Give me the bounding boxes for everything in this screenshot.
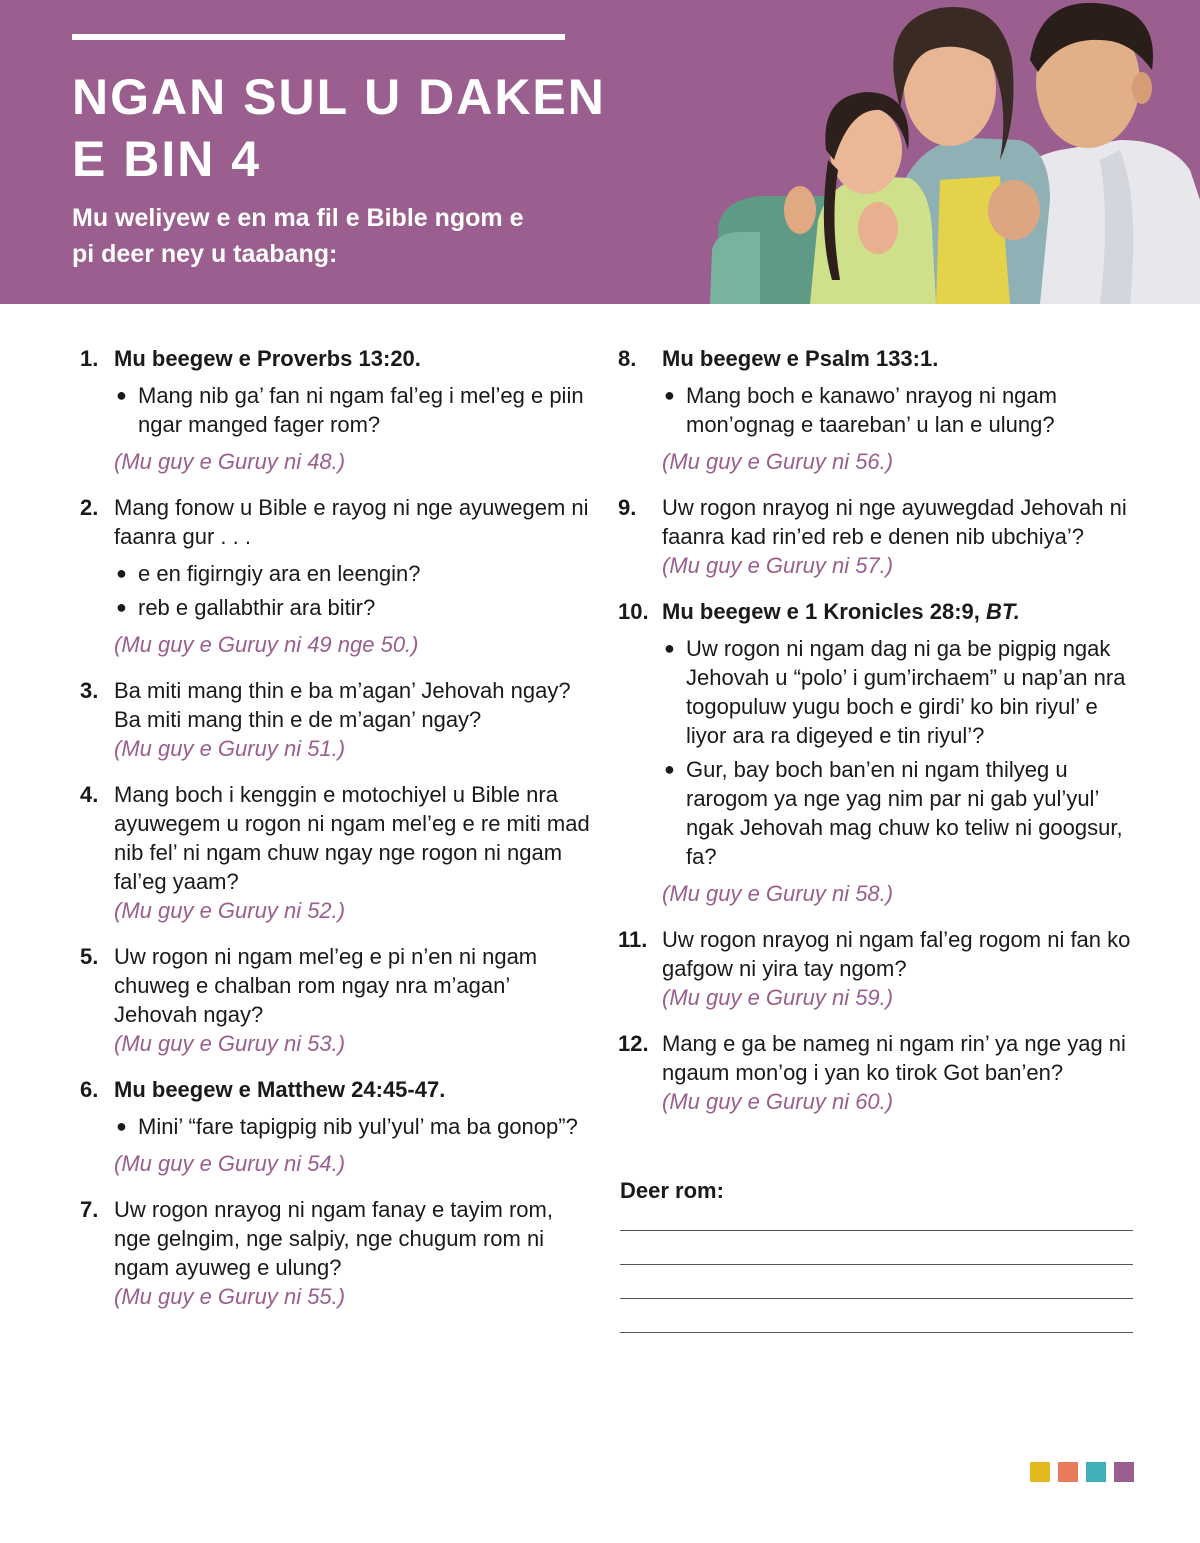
bullet-dot-icon: ● xyxy=(116,385,127,405)
question-text: Ba miti mang thin e ba m’agan’ Jehovah ngay? Ba miti mang thin e de m’agan’ ngay? xyxy=(114,678,571,732)
bullet-dot-icon: ● xyxy=(116,563,127,583)
question-text: Uw rogon nrayog ni ngam fanay e tayim rom, nge gelngim, nge salpiy, nge chugum rom ni ngam ayuweg e ulung? xyxy=(114,1197,553,1280)
bullet-dot-icon: ● xyxy=(664,385,675,405)
note-line xyxy=(620,1298,1133,1299)
page-subtitle xyxy=(72,200,592,272)
subtitle-line-1: Mu weliyew e en ma fil e Bible ngom e xyxy=(72,204,524,232)
subtitle-line-2: pi deer ney u taabang: xyxy=(72,240,338,268)
question-item-11 xyxy=(618,925,1138,1012)
question-item-4 xyxy=(80,780,590,925)
bullet-text: e en figirngiy ara en leengin? xyxy=(138,561,421,586)
guide-reference: (Mu guy e Guruy ni 54.) xyxy=(114,1151,346,1176)
header-rule xyxy=(72,34,565,40)
questions-left-column xyxy=(80,344,590,1328)
question-text: Uw rogon ni ngam mel’eg e pi n’en ni ngam chuweg e chalban rom ngay nra m’agan’ Jehovah ngay? xyxy=(114,944,538,1027)
guide-reference: (Mu guy e Guruy ni 48.) xyxy=(114,449,346,474)
bullet-list xyxy=(662,634,1138,871)
guide-reference: (Mu guy e Guruy ni 57.) xyxy=(662,553,894,578)
question-text-main: Mu beegew e 1 Kronicles 28:9, xyxy=(662,599,980,624)
question-item-7 xyxy=(80,1195,590,1311)
question-text: Uw rogon nrayog ni nge ayuwegdad Jehovah ni faanra kad rin’ed reb e denen nib ubchiya’? xyxy=(662,495,1127,549)
guide-reference: (Mu guy e Guruy ni 60.) xyxy=(662,1089,894,1114)
bullet-item xyxy=(662,755,1138,871)
question-number: 4. xyxy=(80,782,99,807)
question-item-10 xyxy=(618,597,1138,908)
note-line xyxy=(620,1230,1133,1231)
guide-reference: (Mu guy e Guruy ni 56.) xyxy=(662,449,894,474)
guide-reference: (Mu guy e Guruy ni 49 nge 50.) xyxy=(114,632,419,657)
bullet-item xyxy=(114,1112,590,1141)
question-text-suffix: BT. xyxy=(986,599,1020,624)
question-item-5 xyxy=(80,942,590,1058)
question-text: Mu beegew e Psalm 133:1. xyxy=(662,346,939,371)
header-banner xyxy=(0,0,1200,304)
guide-reference: (Mu guy e Guruy ni 53.) xyxy=(114,1031,346,1056)
question-number: 12. xyxy=(618,1031,649,1056)
question-text: Mang boch i kenggin e motochiyel u Bible nra ayuwegem u rogon ni ngam mel’eg e re miti mad nib fel’ ni ngam chuw ngay nge rogon ni ngam fal’eg yaam? xyxy=(114,782,590,894)
bullet-list xyxy=(114,381,590,439)
question-item-6 xyxy=(80,1075,590,1178)
bullet-list xyxy=(662,381,1138,439)
swatch-yellow xyxy=(1030,1462,1050,1482)
question-number: 7. xyxy=(80,1197,99,1222)
title-line-2: E BIN 4 xyxy=(72,131,262,187)
question-item-8 xyxy=(618,344,1138,476)
questions-right-column xyxy=(618,344,1138,1133)
bullet-dot-icon: ● xyxy=(664,759,675,779)
question-item-3 xyxy=(80,676,590,763)
question-number: 10. xyxy=(618,599,649,624)
bullet-list xyxy=(114,1112,590,1141)
guide-reference: (Mu guy e Guruy ni 52.) xyxy=(114,898,346,923)
question-text xyxy=(662,597,1138,626)
question-number: 11. xyxy=(618,927,648,952)
question-number: 9. xyxy=(618,495,637,520)
question-text: Uw rogon nrayog ni ngam fal’eg rogom ni fan ko gafgow ni yira tay ngom? xyxy=(662,927,1131,981)
bullet-dot-icon: ● xyxy=(664,638,675,658)
note-line xyxy=(620,1332,1133,1333)
guide-reference: (Mu guy e Guruy ni 58.) xyxy=(662,881,894,906)
guide-reference: (Mu guy e Guruy ni 59.) xyxy=(662,985,894,1010)
question-text: Mang fonow u Bible e rayog ni nge ayuwegem ni faanra gur . . . xyxy=(114,495,589,549)
family-praying-illustration xyxy=(700,0,1200,304)
swatch-teal xyxy=(1086,1462,1106,1482)
note-line xyxy=(620,1264,1133,1265)
bullet-item xyxy=(114,559,590,588)
question-text: Mang e ga be nameg ni ngam rin’ ya nge yag ni ngaum mon’og i yan ko tirok Got ban’en? xyxy=(662,1031,1126,1085)
question-text: Mu beegew e Matthew 24:45-47. xyxy=(114,1077,446,1102)
question-item-2 xyxy=(80,493,590,659)
bullet-item xyxy=(114,593,590,622)
question-item-12 xyxy=(618,1029,1138,1116)
bullet-item xyxy=(662,634,1138,750)
color-swatches xyxy=(1030,1462,1134,1482)
swatch-coral xyxy=(1058,1462,1078,1482)
bullet-text: Mang boch e kanawo’ nrayog ni ngam mon’ognag e taareban’ u lan e ulung? xyxy=(686,383,1057,437)
notes-section xyxy=(620,1176,1133,1333)
guide-reference: (Mu guy e Guruy ni 55.) xyxy=(114,1284,346,1309)
bullet-text: Mang nib ga’ fan ni ngam fal’eg i mel’eg e piin ngar manged fager rom? xyxy=(138,383,584,437)
bullet-text: Gur, bay boch ban’en ni ngam thilyeg u rarogom ya nge yag nim par ni gab yul’yul’ ngak Jehovah mag chuw ko teliw ni googsur, fa? xyxy=(686,757,1123,869)
question-number: 6. xyxy=(80,1077,99,1102)
bullet-text: reb e gallabthir ara bitir? xyxy=(138,595,376,620)
bullet-item xyxy=(662,381,1138,439)
bullet-text: Uw rogon ni ngam dag ni ga be pigpig ngak Jehovah u “polo’ i gum’irchaem” u nap’an nra togopuluw yugu boch e girdi’ ko bin riyul’ e liyor ara ra digeyed e tin riyul’? xyxy=(686,636,1126,748)
bullet-dot-icon: ● xyxy=(116,1116,127,1136)
notes-label: Deer rom: xyxy=(620,1178,724,1203)
question-number: 5. xyxy=(80,944,99,969)
page-title xyxy=(72,66,632,190)
question-number: 3. xyxy=(80,678,99,703)
guide-reference: (Mu guy e Guruy ni 51.) xyxy=(114,736,346,761)
bullet-list xyxy=(114,559,590,622)
question-text: Mu beegew e Proverbs 13:20. xyxy=(114,346,421,371)
bullet-dot-icon: ● xyxy=(116,597,127,617)
swatch-purple xyxy=(1114,1462,1134,1482)
question-item-1 xyxy=(80,344,590,476)
bullet-item xyxy=(114,381,590,439)
question-number: 1. xyxy=(80,346,99,371)
question-number: 2. xyxy=(80,495,99,520)
question-item-9 xyxy=(618,493,1138,580)
title-line-1: NGAN SUL U DAKEN xyxy=(72,69,606,125)
question-number: 8. xyxy=(618,346,637,371)
bullet-text: Mini’ “fare tapigpig nib yul’yul’ ma ba gonop”? xyxy=(138,1114,578,1139)
